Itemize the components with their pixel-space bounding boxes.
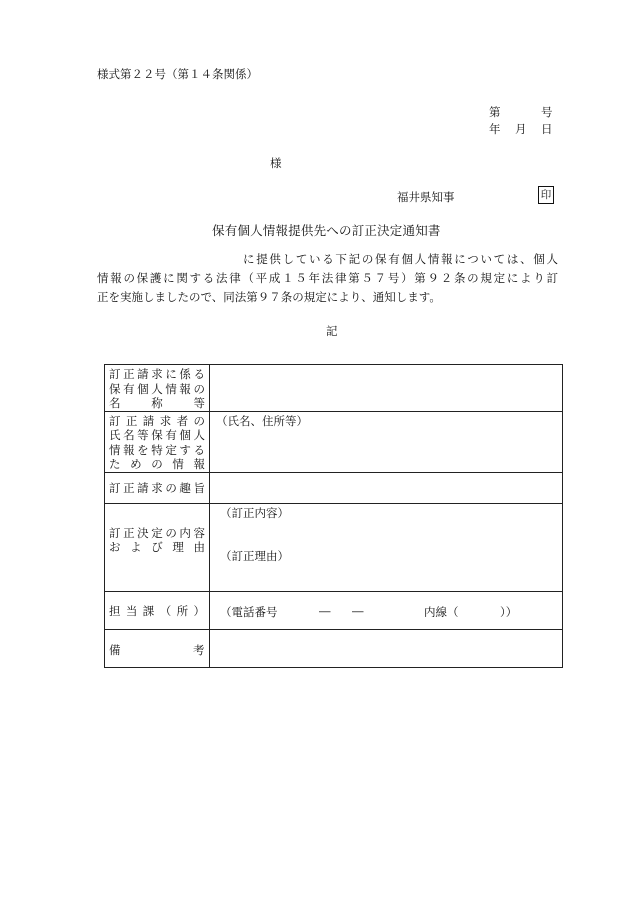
table-row: [105, 629, 563, 667]
table-row: [105, 591, 563, 629]
notice-body-line: に提供している下記の保有個人情報については、個人: [243, 252, 558, 266]
table-row: [105, 365, 563, 412]
correction-notice-table: [104, 364, 563, 668]
form-number: 様式第２２号（第１４条関係）: [97, 67, 258, 81]
label-line: 訂正決定の内容: [109, 525, 205, 540]
addressee-suffix: 様: [270, 156, 282, 170]
decision-details-field[interactable]: [210, 503, 563, 591]
label-line: 担当課（所）: [109, 603, 205, 618]
date-year-label: 年: [489, 122, 501, 136]
notice-body: [97, 250, 558, 307]
date-month-label: 月: [515, 122, 527, 136]
extension-label: 内線（: [424, 604, 459, 619]
label-cell: [105, 411, 210, 472]
table-row: [105, 411, 563, 472]
extension-close: ））: [500, 604, 518, 619]
remarks-label-char: 考: [193, 642, 205, 657]
phone-dash: ―: [352, 603, 364, 618]
label-cell: [105, 365, 210, 412]
notice-body-line: 正を実施しましたので、同法第９７条の規定により、通知します。: [97, 290, 441, 304]
label-cell: [105, 591, 210, 629]
table-row: [105, 503, 563, 591]
correction-content-note: （訂正内容）: [220, 505, 289, 520]
label-line: 名 称 等: [109, 396, 205, 410]
requester-info-field[interactable]: [210, 411, 563, 472]
label-line: 訂正請求の趣旨: [109, 480, 205, 495]
request-purpose-field[interactable]: [210, 472, 563, 503]
phone-dash: ―: [319, 603, 331, 618]
label-line: 保有個人情報の: [109, 381, 205, 396]
label-line: 氏名等保有個人: [109, 428, 205, 442]
remarks-label-char: 備: [109, 642, 121, 657]
label-line: 訂正請求者の: [109, 413, 205, 428]
ki-heading: 記: [326, 324, 338, 338]
notice-body-line: 情報の保護に関する法律（平成１５年法律第５７号）第９２条の規定により訂: [97, 271, 558, 285]
phone-label: （電話番号: [220, 604, 278, 619]
date-day-label: 日: [541, 122, 553, 136]
label-line: 情報を特定する: [109, 442, 205, 457]
correction-reason-note: （訂正理由）: [220, 548, 289, 563]
label-line: 訂正請求に係る: [109, 367, 205, 381]
remarks-field[interactable]: [210, 629, 563, 667]
label-cell: [105, 629, 210, 667]
requester-info-note: （氏名、住所等）: [216, 413, 308, 428]
document-number-label: 第: [489, 105, 501, 119]
sender-name: 福井県知事: [397, 190, 455, 204]
label-line: ための情報: [109, 457, 205, 471]
label-cell: [105, 472, 210, 503]
label-cell: [105, 503, 210, 591]
seal-mark: 印: [538, 186, 554, 204]
department-field[interactable]: [210, 591, 563, 629]
document-number-suffix: 号: [541, 105, 553, 119]
document-title: 保有個人情報提供先への訂正決定通知書: [212, 223, 441, 238]
table-row: [105, 472, 563, 503]
info-name-field[interactable]: [210, 365, 563, 412]
label-line: および理由: [109, 540, 205, 554]
